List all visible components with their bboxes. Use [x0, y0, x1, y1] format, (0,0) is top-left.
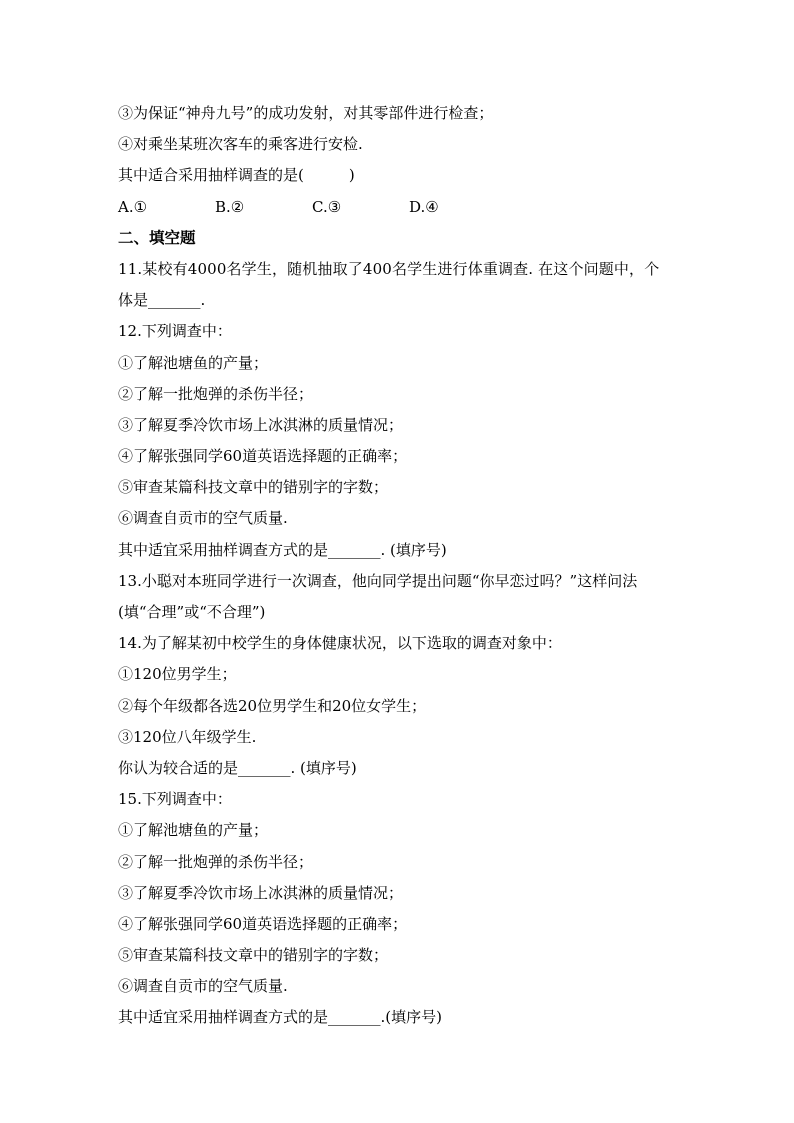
option-b: B.② — [215, 197, 245, 216]
question-item-4: ④对乘坐某班次客车的乘客进行安检. — [118, 135, 363, 154]
q15-stem: 15.下列调查中： — [118, 790, 232, 809]
q15-item-5: ⑤审查某篇科技文章中的错别字的字数； — [118, 946, 389, 965]
q12-item-1: ①了解池塘鱼的产量； — [118, 353, 269, 372]
q12-item-6: ⑥调查自贡市的空气质量. — [118, 509, 288, 528]
q15-prompt: 其中适宜采用抽样调查方式的是_______.(填序号) — [118, 1008, 442, 1027]
q13-line-2: (填“合理”或“不合理”) — [118, 603, 266, 621]
q11-line-2: 体是_______. — [118, 291, 206, 310]
q12-item-3: ③了解夏季冷饮市场上冰淇淋的质量情况； — [118, 415, 404, 434]
q14-item-3: ③120位八年级学生. — [118, 727, 257, 746]
question-prompt: 其中适合采用抽样调查的是( ) — [118, 166, 355, 185]
section-heading: 二、填空题 — [118, 228, 196, 247]
q12-item-2: ②了解一批炮弹的杀伤半径； — [118, 384, 314, 403]
document-page — [118, 98, 718, 1034]
q12-item-5: ⑤审查某篇科技文章中的错别字的字数； — [118, 478, 389, 497]
q14-item-1: ①120位男学生； — [118, 665, 237, 684]
q15-item-4: ④了解张强同学60道英语选择题的正确率； — [118, 914, 408, 933]
q15-item-6: ⑥调查自贡市的空气质量. — [118, 977, 288, 996]
q14-prompt: 你认为较合适的是_______. (填序号) — [118, 758, 357, 777]
q13-line-1: 13.小聪对本班同学进行一次调查，他向同学提出问题“你早恋过吗？”这样问法 — [118, 571, 638, 590]
option-c: C.③ — [312, 197, 342, 216]
q11-line-1: 11.某校有4000名学生，随机抽取了400名学生进行体重调查. 在这个问题中，个 — [118, 259, 660, 278]
option-d: D.④ — [409, 197, 439, 216]
q15-item-2: ②了解一批炮弹的杀伤半径； — [118, 852, 314, 871]
option-a: A.① — [118, 197, 148, 216]
q14-item-2: ②每个年级都各选20位男学生和20位女学生； — [118, 696, 427, 715]
q15-item-1: ①了解池塘鱼的产量； — [118, 821, 269, 840]
answer-options — [118, 192, 718, 223]
question-item-3: ③为保证“神舟九号”的成功发射，对其零部件进行检查； — [118, 104, 494, 122]
q12-stem: 12.下列调查中： — [118, 322, 232, 341]
q12-item-4: ④了解张强同学60道英语选择题的正确率； — [118, 447, 408, 466]
q14-stem: 14.为了解某初中校学生的身体健康状况，以下选取的调查对象中： — [118, 634, 562, 653]
q15-item-3: ③了解夏季冷饮市场上冰淇淋的质量情况； — [118, 883, 404, 902]
q12-prompt: 其中适宜采用抽样调查方式的是_______. (填序号) — [118, 540, 447, 559]
